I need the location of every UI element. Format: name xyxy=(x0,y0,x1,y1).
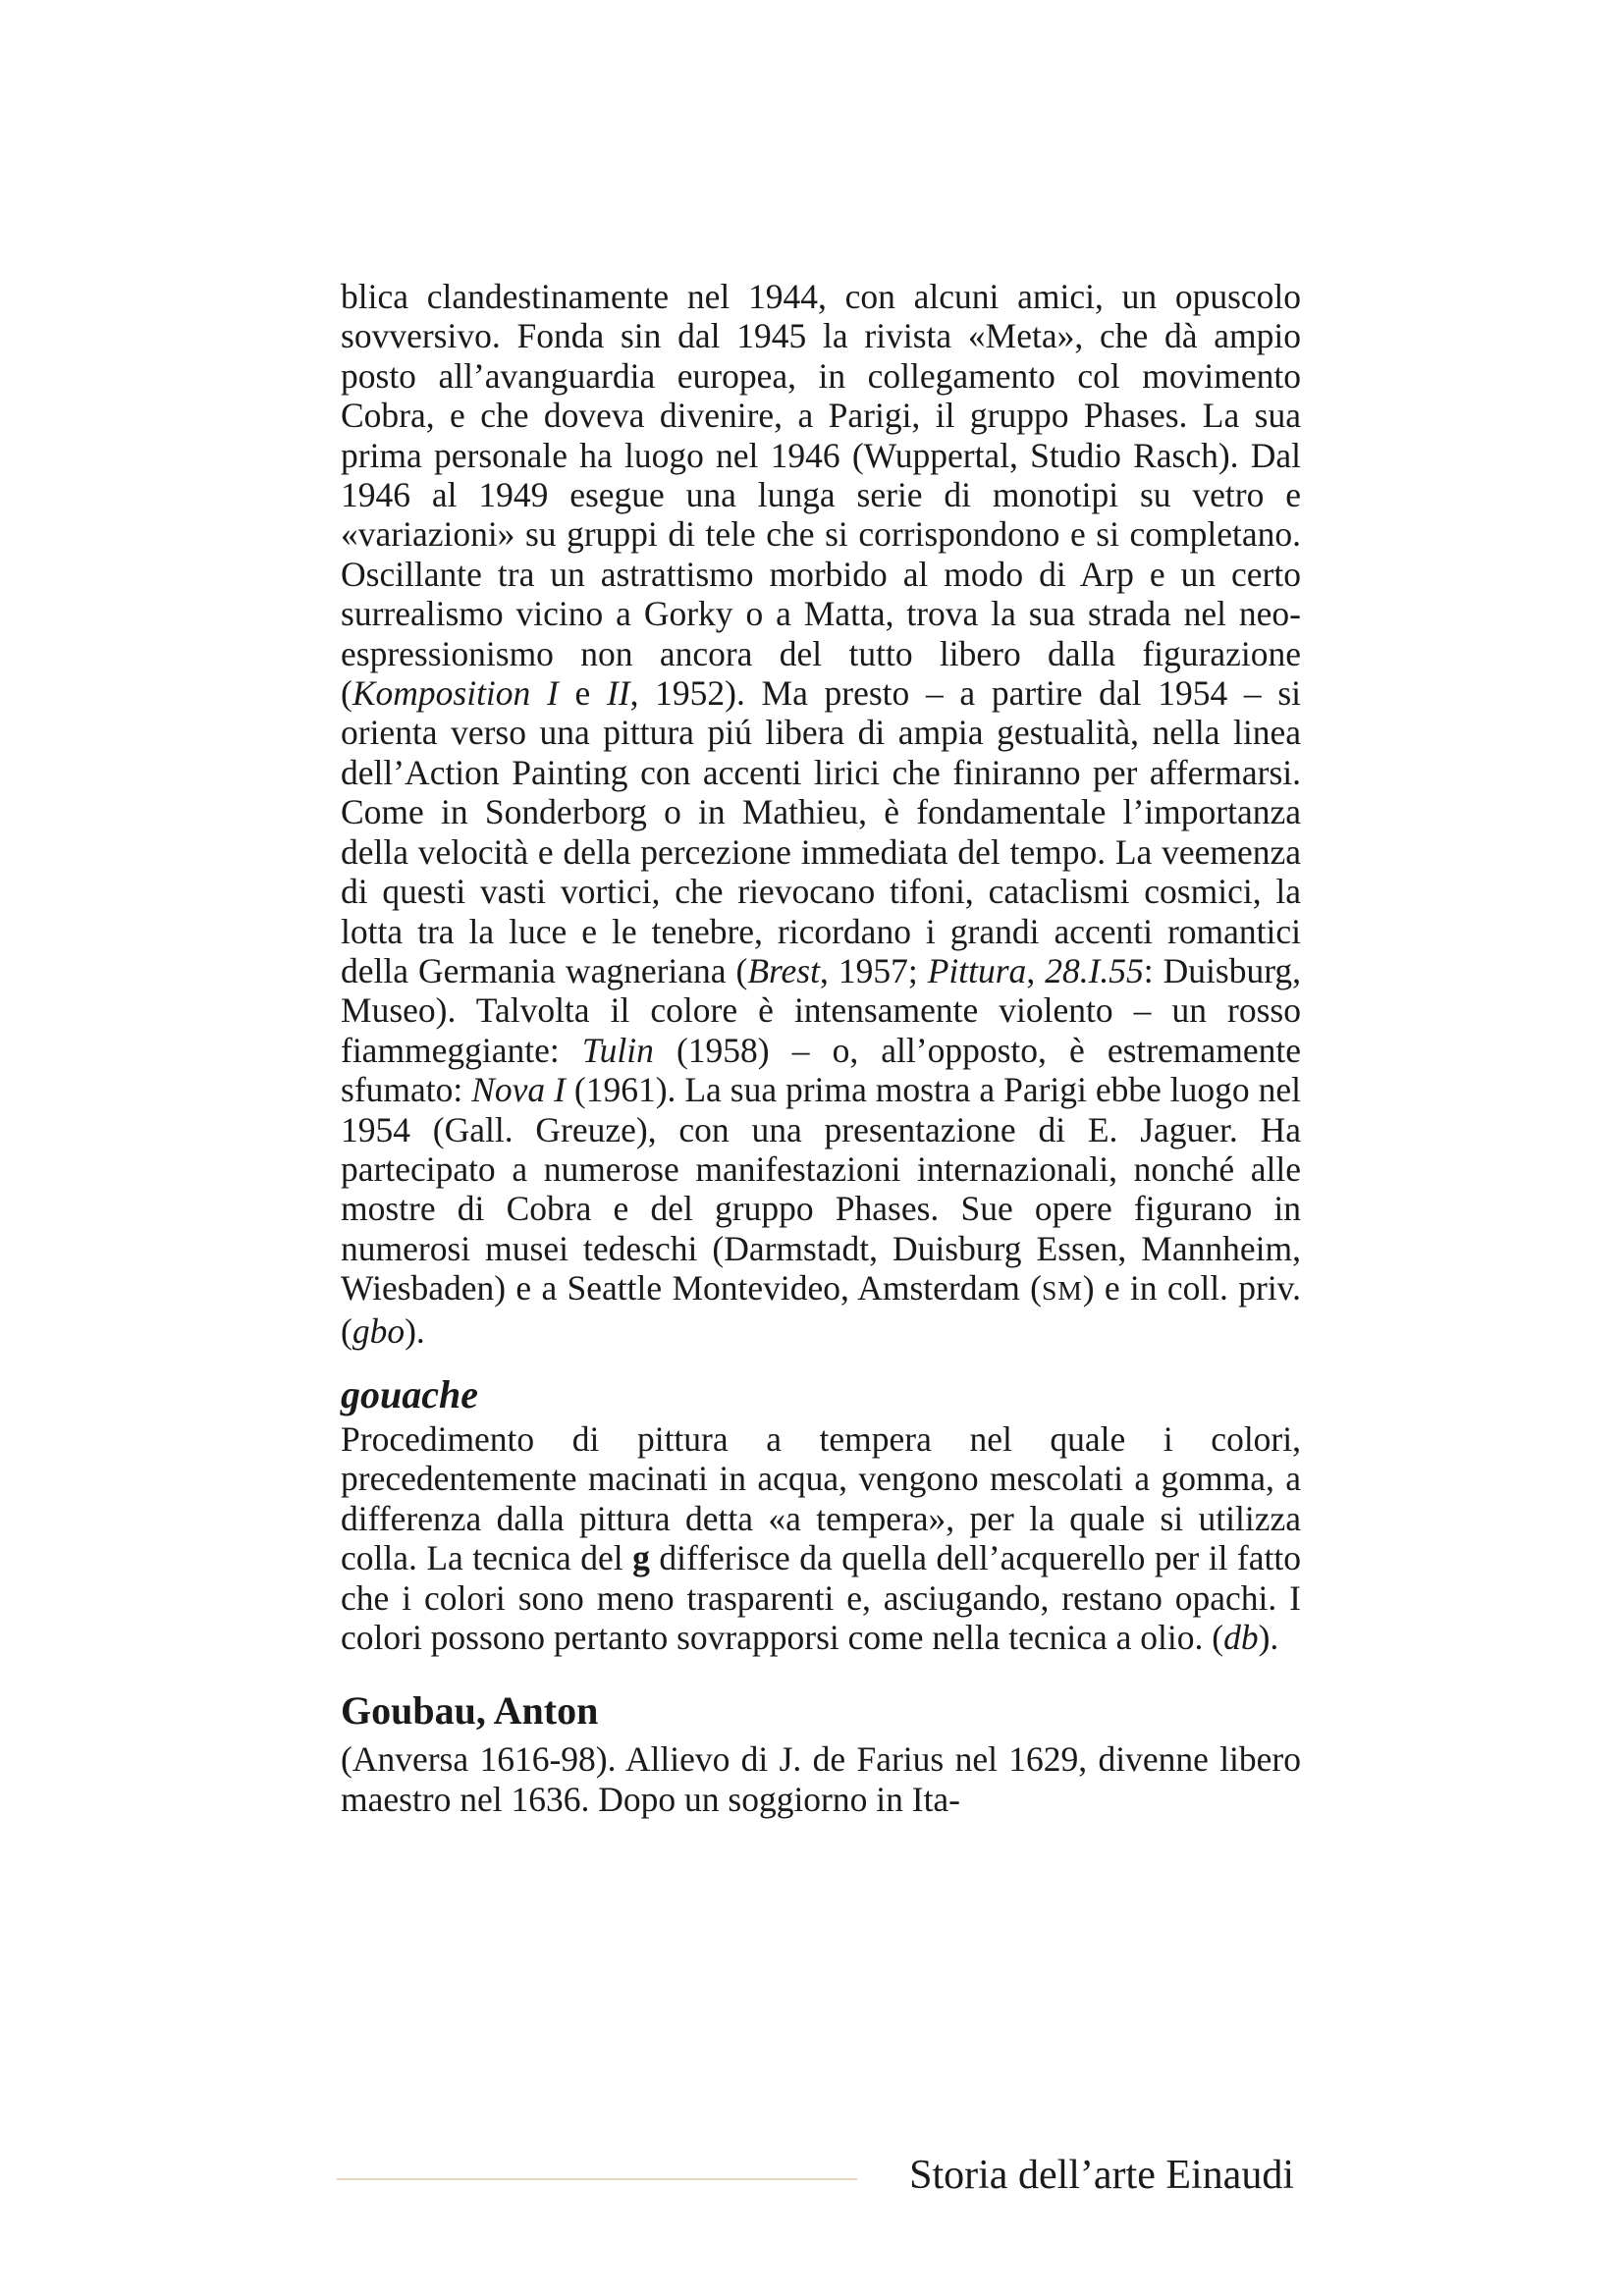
text-run: Procedimento di pittura a tempera nel quale i colori, precedentemente macinati in acqua, vengono mescolati a gomma, a differenza dalla pittura detta «a tempera», per la quale si utilizza colla. La tecnica del xyxy=(341,1418,1301,1578)
text-run: , xyxy=(1026,950,1046,990)
text-run: , 1952). Ma presto – a partire dal 1954 – si orienta verso una pittura piú libera di ampia gestualità, nella linea dell’Action Painting con accenti lirici che finiranno per affermarsi. Come in Sonderborg o in Mathieu, è fondamentale l’importanza della velocità e della percezione immediata del tempo. La veemenza di questi vasti vortici, che rievocano tifoni, cataclismi cosmici, la lotta tra la luce e le tenebre, ricordano i grandi accenti romantici della Germania wagneriana ( xyxy=(341,673,1301,990)
text-run: ). xyxy=(405,1310,425,1351)
term-abbreviation: g xyxy=(632,1538,650,1578)
text-run: (1958) – o, all’opposto, è estremamente sfumato: xyxy=(341,1030,1301,1110)
text-column xyxy=(341,277,1301,1819)
text-run: (1961). La sua prima mostra a Parigi ebbe luogo nel 1954 (Gall. Greuze), con una presentazione di E. Jaguer. Ha partecipato a numerose manifestazioni internazionali, nonché alle mostre di Cobra e del gruppo Phases. Sue opere figurano in numerosi musei tedeschi (Darmstadt, Duisburg Essen, Mannheim, Wiesbaden) e a Seattle Montevideo, Amsterdam ( xyxy=(341,1070,1301,1308)
author-initials: gbo xyxy=(352,1310,406,1351)
artwork-title: 28.I.55 xyxy=(1045,950,1144,990)
artwork-title: Nova I xyxy=(471,1070,566,1110)
entry-paragraph-goubau xyxy=(341,1739,1301,1819)
entry-heading-gouache: gouache xyxy=(341,1371,478,1416)
text-run: e xyxy=(558,673,607,714)
entry-heading-goubau: Goubau, Anton xyxy=(341,1688,599,1734)
text-run: ) e in coll. priv. ( xyxy=(341,1268,1302,1351)
footer-rule xyxy=(337,2178,857,2180)
artwork-title: II xyxy=(606,673,630,714)
text-run: , 1957; xyxy=(819,950,928,990)
text-run: blica clandestinamente nel 1944, con alcuni amici, un opuscolo sovversivo. Fonda sin dal 1945 la rivista «Meta», che dà ampio posto all’avanguardia europea, in collegamento col movimento Cobra, e che doveva divenire, a Parigi, il gruppo Phases. La sua prima personale ha luogo nel 1946 (Wuppertal, Studio Rasch). Dal 1946 al 1949 esegue una lunga serie di monotipi su vetro e «variazioni» su gruppi di tele che si corrispondono e si completano. Oscillante tra un astrattismo morbido al modo di Arp e un certo surrealismo vicino a Gorky o a Matta, trova la sua strada nel neo-espressionismo non ancora del tutto libero dalla figurazione ( xyxy=(341,277,1301,714)
museum-abbreviation: SM xyxy=(1042,1275,1083,1307)
entry-paragraph-gouache xyxy=(341,1419,1301,1657)
text-run: differisce da quella dell’acquerello per il fatto che i colori sono meno trasparenti e, asciugando, restano opachi. I colori possono pertanto sovrapporsi come nella tecnica a olio. ( xyxy=(341,1538,1301,1657)
text-run: : Duisburg, Museo). Talvolta il colore è intensamente violento – un rosso fiammeggiante: xyxy=(341,950,1301,1070)
text-run: ). xyxy=(1258,1618,1279,1657)
author-initials: db xyxy=(1223,1618,1259,1657)
text-run: (Anversa 1616-98). Allievo di J. de Farius nel 1629, divenne libero maestro nel 1636. Dopo un soggiorno in Ita- xyxy=(341,1739,1301,1819)
artwork-title: Komposition I xyxy=(352,673,559,714)
artwork-title: Pittura xyxy=(927,950,1027,990)
artwork-title: Tulin xyxy=(581,1030,654,1070)
artwork-title: Brest xyxy=(747,950,820,990)
footer-title: Storia dell’arte Einaudi xyxy=(909,2153,1294,2198)
entry-paragraph-continued xyxy=(341,277,1301,1351)
